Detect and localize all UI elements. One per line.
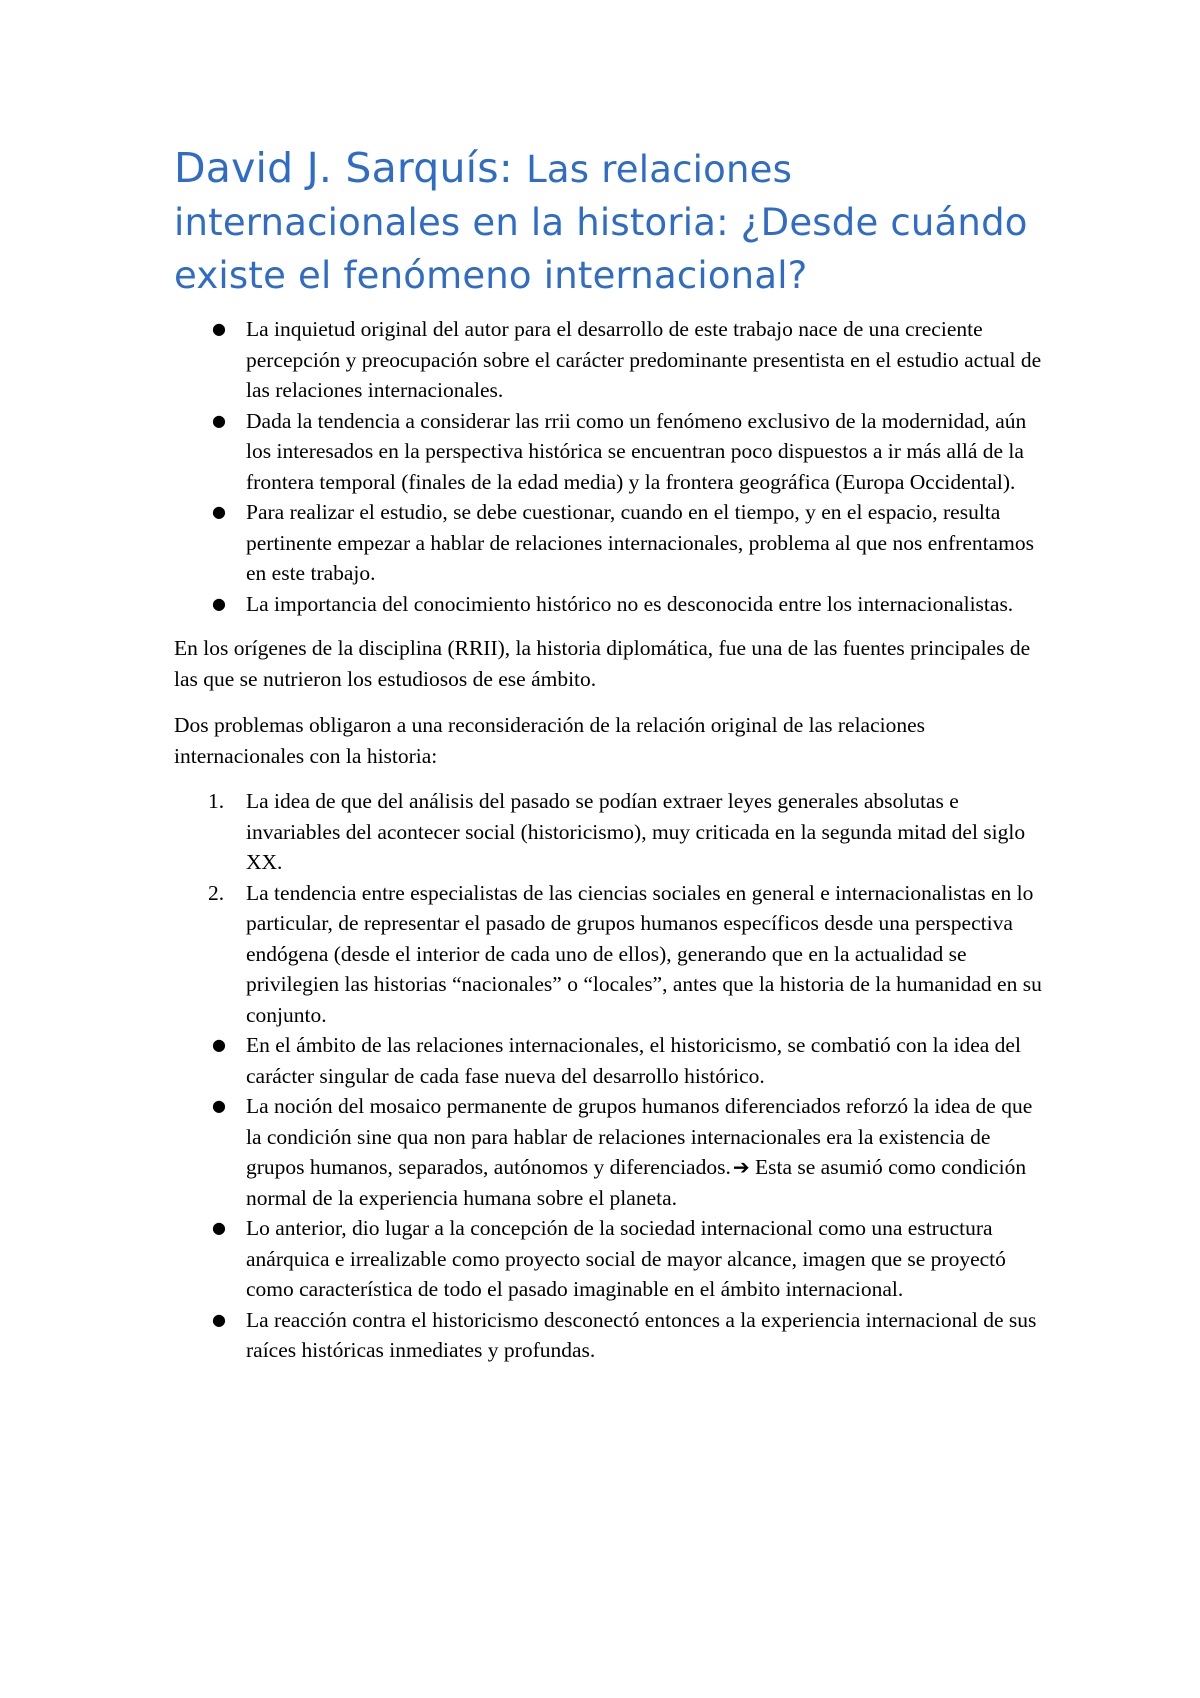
list-item [174, 1091, 1050, 1213]
list-item [174, 1305, 1050, 1366]
bullet-icon: ● [212, 593, 226, 613]
bullet-icon: ● [212, 1309, 226, 1329]
list-item [174, 1030, 1050, 1091]
list-number: 2. [208, 880, 225, 905]
document-title [174, 142, 1050, 302]
paragraph-problems: Dos problemas obligaron a una reconsideración de la relación original de las relaciones internacionales con la historia: [174, 713, 926, 768]
list-number: 1. [208, 789, 225, 813]
document-content [174, 142, 1050, 1366]
bullet-icon: ● [212, 502, 226, 521]
title-author: David J. Sarquís: [174, 144, 527, 192]
list-item [174, 878, 1050, 1031]
list-item [174, 589, 1050, 620]
title-text: Las relaciones internacionales en la historia: ¿Desde cuándo existe el fenómeno internacional? [174, 148, 1028, 297]
intro-bullet-list [174, 314, 1050, 619]
list-item-text: Dada la tendencia a considerar las rrii como un fenómeno exclusivo de la modernidad, aún los interesados en la perspectiva histórica se encuentran poco dispuestos a ir más allá de la frontera temporal (finales de la edad media) y la frontera geográfica (Europa Occidental). [246, 408, 1027, 494]
bullet-icon: ● [212, 1035, 226, 1054]
historicism-bullet-list [174, 1030, 1050, 1366]
bullet-icon: ● [212, 319, 226, 338]
list-item-text: La inquietud original del autor para el desarrollo de este trabajo nace de una creciente percepción y preocupación sobre el carácter predominante presentista en el estudio actual de las relaciones internacionales. [246, 317, 1042, 402]
list-item [174, 497, 1050, 589]
list-item-text: La tendencia entre especialistas de las ciencias sociales en general e internacionalistas en lo particular, de representar el pasado de grupos humanos específicos desde una perspectiva endógena (desde el interior de cada uno de ellos), generando que en la actualidad se privilegien las historias “nacionales” o “locales”, antes que la historia de la humanidad en su conjunto. [246, 880, 1042, 1027]
bullet-icon: ● [212, 410, 226, 430]
list-item-text: En el ámbito de las relaciones internacionales, el historicismo, se combatió con la idea del carácter singular de cada fase nueva del desarrollo histórico. [246, 1033, 1021, 1088]
list-item-text: Lo anterior, dio lugar a la concepción de la sociedad internacional como una estructura anárquica e irrealizable como proyecto social de mayor alcance, imagen que se proyectó como característica de todo el pasado imaginable en el ámbito internacional. [246, 1216, 1006, 1301]
list-item [174, 406, 1050, 498]
arrow-right-icon: ➔ [732, 1155, 750, 1179]
list-item-text: La idea de que del análisis del pasado se podían extraer leyes generales absolutas e invariables del acontecer social (historicismo), muy criticada en la segunda mitad del siglo XX. [246, 789, 1026, 874]
list-item [174, 314, 1050, 406]
list-item [174, 786, 1050, 878]
list-item [174, 1213, 1050, 1305]
bullet-icon: ● [212, 1218, 226, 1237]
list-item-text: La reacción contra el historicismo desconectó entonces a la experiencia internacional de sus raíces históricas inmediates y profundas. [246, 1307, 1037, 1362]
list-item-text: La noción del mosaico permanente de grupos humanos diferenciados reforzó la idea de que la condición sine qua non para hablar de relaciones internacionales era la existencia de grupos humanos, separados, autónomos y diferenciados. [246, 1094, 1033, 1179]
list-item-text: La importancia del conocimiento histórico no es desconocida entre los internacionalistas. [246, 591, 1014, 616]
bullet-icon: ● [212, 1096, 226, 1115]
paragraph-origins: En los orígenes de la disciplina (RRII), la historia diplomática, fue una de las fuentes principales de las que se nutrieron los estudiosos de ese ámbito. [174, 636, 1031, 691]
list-item-text: Para realizar el estudio, se debe cuestionar, cuando en el tiempo, y en el espacio, resulta pertinente empezar a hablar de relaciones internacionales, problema al que nos enfrentamos en este trabajo. [246, 500, 1034, 585]
problems-numbered-list [174, 786, 1050, 1030]
list-item-text-continued: Esta se asumió como condición normal de la experiencia humana sobre el planeta. [246, 1155, 1027, 1210]
